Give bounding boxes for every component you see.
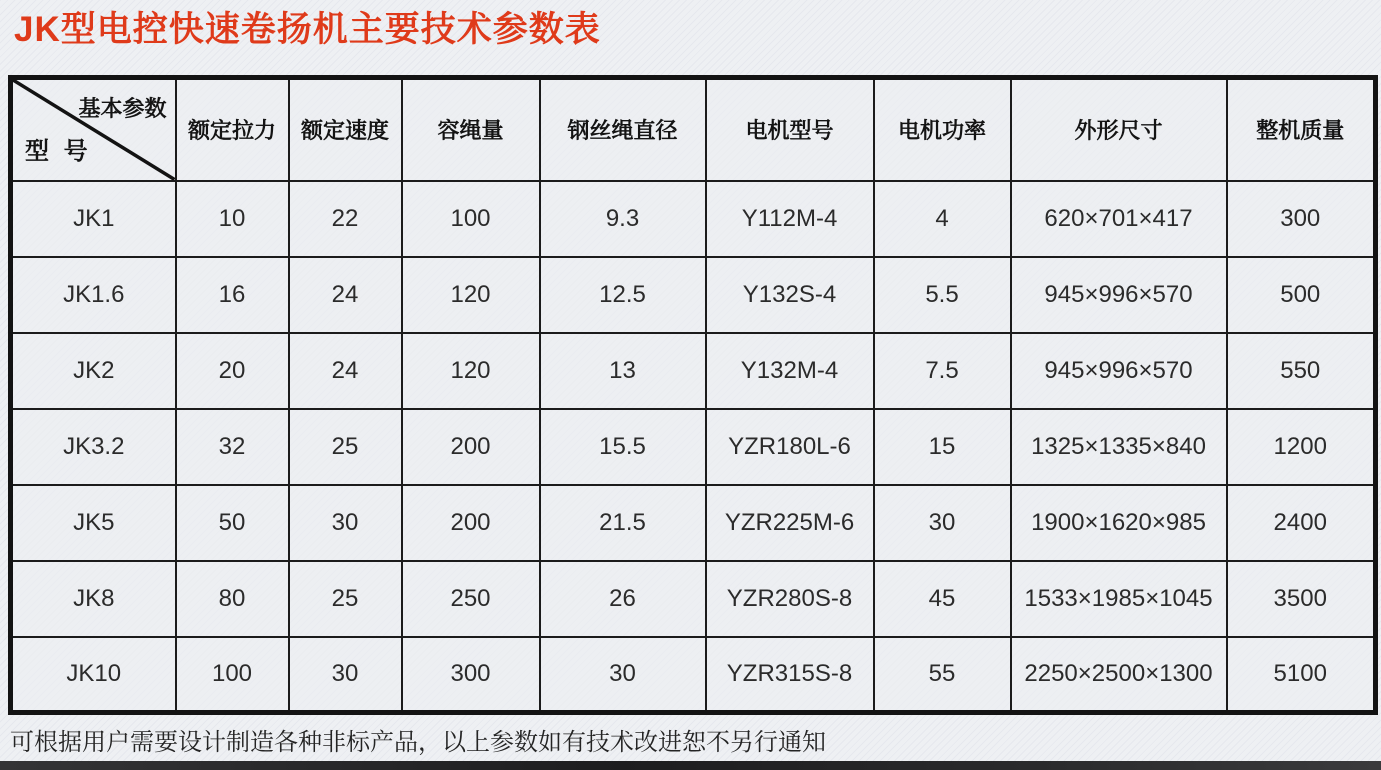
table-row: [11, 485, 1376, 561]
value-cell: 3500: [1227, 561, 1376, 637]
model-cell: JK5: [11, 485, 176, 561]
header-row: [11, 78, 1376, 181]
corner-cell: [11, 78, 176, 181]
value-cell: 250: [402, 561, 540, 637]
table-row: [11, 561, 1376, 637]
value-cell: 7.5: [874, 333, 1011, 409]
value-cell: Y132S-4: [706, 257, 874, 333]
value-cell: 30: [289, 637, 402, 713]
table-row: [11, 409, 1376, 485]
value-cell: 1900×1620×985: [1011, 485, 1227, 561]
value-cell: 20: [176, 333, 289, 409]
value-cell: 32: [176, 409, 289, 485]
value-cell: 120: [402, 257, 540, 333]
model-cell: JK1: [11, 181, 176, 257]
value-cell: 1325×1335×840: [1011, 409, 1227, 485]
value-cell: YZR315S-8: [706, 637, 874, 713]
value-cell: Y112M-4: [706, 181, 874, 257]
value-cell: 30: [289, 485, 402, 561]
value-cell: YZR180L-6: [706, 409, 874, 485]
model-cell: JK8: [11, 561, 176, 637]
value-cell: 25: [289, 561, 402, 637]
col-header-dimensions: 外形尺寸: [1011, 78, 1227, 181]
value-cell: 100: [176, 637, 289, 713]
value-cell: 26: [540, 561, 706, 637]
value-cell: 12.5: [540, 257, 706, 333]
value-cell: 13: [540, 333, 706, 409]
table-row: [11, 637, 1376, 713]
model-cell: JK1.6: [11, 257, 176, 333]
value-cell: 945×996×570: [1011, 257, 1227, 333]
scan-edge-strip: [0, 761, 1381, 770]
value-cell: 16: [176, 257, 289, 333]
value-cell: 500: [1227, 257, 1376, 333]
value-cell: 45: [874, 561, 1011, 637]
value-cell: 200: [402, 485, 540, 561]
value-cell: 1533×1985×1045: [1011, 561, 1227, 637]
col-header-total-mass: 整机质量: [1227, 78, 1376, 181]
col-header-rated-pull: 额定拉力: [176, 78, 289, 181]
value-cell: 15.5: [540, 409, 706, 485]
value-cell: 300: [402, 637, 540, 713]
value-cell: 300: [1227, 181, 1376, 257]
value-cell: 100: [402, 181, 540, 257]
value-cell: 55: [874, 637, 1011, 713]
value-cell: 200: [402, 409, 540, 485]
value-cell: 10: [176, 181, 289, 257]
table-row: [11, 333, 1376, 409]
table-row: [11, 181, 1376, 257]
col-header-motor-power: 电机功率: [874, 78, 1011, 181]
value-cell: 9.3: [540, 181, 706, 257]
col-header-rated-speed: 额定速度: [289, 78, 402, 181]
value-cell: 120: [402, 333, 540, 409]
model-cell: JK2: [11, 333, 176, 409]
value-cell: YZR225M-6: [706, 485, 874, 561]
col-header-rope-diameter: 钢丝绳直径: [540, 78, 706, 181]
table-body: [11, 181, 1376, 713]
value-cell: Y132M-4: [706, 333, 874, 409]
value-cell: 24: [289, 257, 402, 333]
model-cell: JK3.2: [11, 409, 176, 485]
value-cell: YZR280S-8: [706, 561, 874, 637]
value-cell: 550: [1227, 333, 1376, 409]
value-cell: 24: [289, 333, 402, 409]
value-cell: 5100: [1227, 637, 1376, 713]
table-row: [11, 257, 1376, 333]
page-title: JK型电控快速卷扬机主要技术参数表: [14, 10, 601, 49]
value-cell: 80: [176, 561, 289, 637]
value-cell: 22: [289, 181, 402, 257]
value-cell: 25: [289, 409, 402, 485]
value-cell: 30: [874, 485, 1011, 561]
col-header-rope-capacity: 容绳量: [402, 78, 540, 181]
value-cell: 2250×2500×1300: [1011, 637, 1227, 713]
value-cell: 620×701×417: [1011, 181, 1227, 257]
value-cell: 50: [176, 485, 289, 561]
value-cell: 5.5: [874, 257, 1011, 333]
footer-note: 可根据用户需要设计制造各种非标产品，以上参数如有技术改进恕不另行通知: [10, 729, 826, 756]
value-cell: 30: [540, 637, 706, 713]
value-cell: 1200: [1227, 409, 1376, 485]
corner-bottom-label: 型 号: [25, 137, 92, 165]
value-cell: 945×996×570: [1011, 333, 1227, 409]
value-cell: 2400: [1227, 485, 1376, 561]
col-header-motor-model: 电机型号: [706, 78, 874, 181]
value-cell: 21.5: [540, 485, 706, 561]
value-cell: 4: [874, 181, 1011, 257]
value-cell: 15: [874, 409, 1011, 485]
spec-table: [8, 75, 1378, 715]
corner-top-label: 基本参数: [78, 96, 167, 121]
model-cell: JK10: [11, 637, 176, 713]
